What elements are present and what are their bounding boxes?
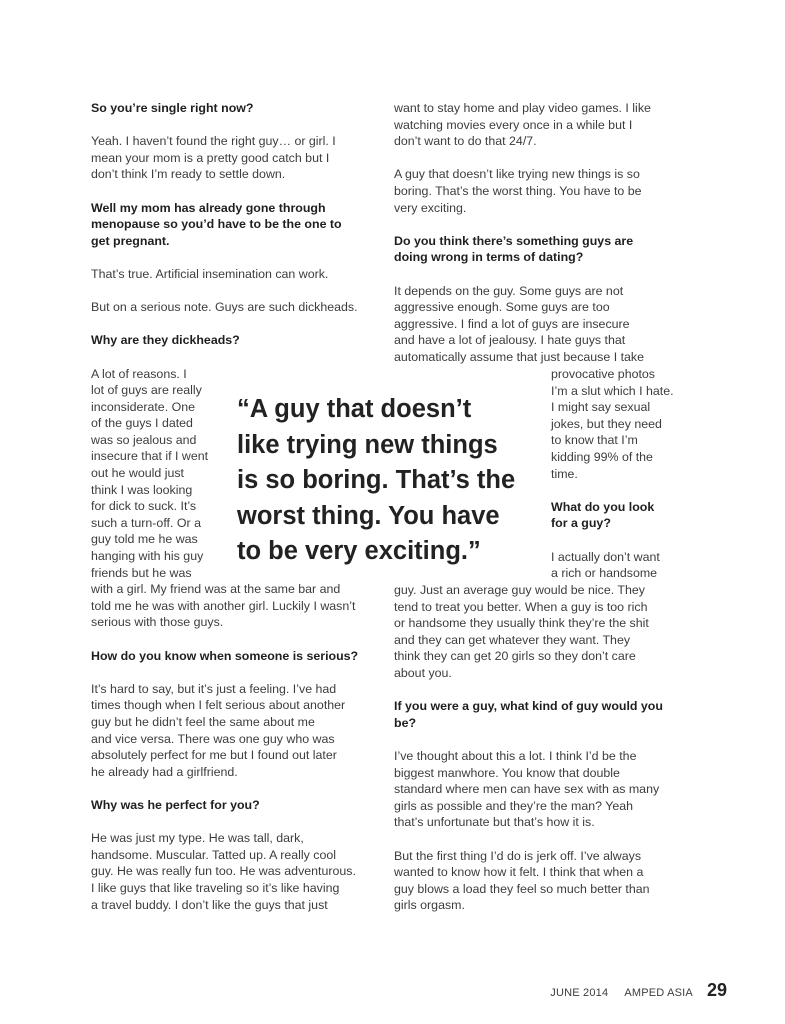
interview-question xyxy=(91,100,391,117)
paragraph-gap xyxy=(394,216,694,233)
text-line: and have a lot of jealousy. I hate guys that xyxy=(394,333,626,348)
text-line: absolutely perfect for me but I found out later xyxy=(91,748,337,763)
text-line: But the first thing I’d do is jerk off. I’ve always xyxy=(394,848,642,863)
text-line: guy told me he was xyxy=(91,532,198,547)
text-line: want to stay home and play video games. I like xyxy=(394,101,651,115)
text-line: and vice versa. There was one guy who was xyxy=(91,731,335,746)
text-line: serious with those guys. xyxy=(91,615,224,630)
paragraph-gap xyxy=(91,283,391,300)
text-line: guy but he didn’t feel the same about me xyxy=(91,714,315,729)
issue-date: JUNE 2014 xyxy=(550,987,609,999)
paragraph-gap xyxy=(394,731,694,748)
text-line: What do you look xyxy=(551,499,655,514)
text-line: a rich or handsome xyxy=(551,566,658,581)
text-line: Yeah. I haven’t found the right guy… or girl. I xyxy=(91,134,336,149)
text-line: provocative photos xyxy=(551,367,656,381)
text-line: I might say sexual xyxy=(551,400,651,415)
page-number: 29 xyxy=(706,980,727,1000)
text-line: to know that I’m xyxy=(551,433,638,448)
text-line: automatically assume that just because I take xyxy=(394,349,645,364)
right-column-bottom xyxy=(394,582,694,914)
text-line: wanted to know how it felt. I think that when a xyxy=(394,865,644,880)
text-line: How do you know when someone is serious? xyxy=(91,648,359,663)
text-line: he already had a girlfriend. xyxy=(91,764,238,779)
pull-quote-line: like trying new things xyxy=(237,430,498,459)
text-line: and they can get whatever they want. They xyxy=(394,632,631,647)
interview-answer xyxy=(394,283,694,366)
paragraph-gap xyxy=(394,266,694,283)
text-line: Why are they dickheads? xyxy=(91,333,240,348)
text-line: menopause so you’d have to be the one to xyxy=(91,217,342,232)
text-line: girls orgasm. xyxy=(394,898,465,913)
paragraph-gap xyxy=(91,249,391,266)
text-line: inconsiderate. One xyxy=(91,399,196,414)
text-line: or handsome they usually think they’re the shit xyxy=(394,616,649,631)
text-line: A lot of reasons. I xyxy=(91,366,187,381)
text-line: friends but he was xyxy=(91,565,192,580)
paragraph-gap xyxy=(91,780,391,797)
paragraph-gap xyxy=(91,117,391,134)
text-line: Do you think there’s something guys are xyxy=(394,233,634,248)
text-line: That’s true. Artificial insemination can work. xyxy=(91,266,329,281)
paragraph-gap xyxy=(394,150,694,167)
text-line: kidding 99% of the xyxy=(551,449,653,464)
text-line: I’m a slut which I hate. xyxy=(551,383,674,398)
paragraph-gap xyxy=(394,831,694,848)
text-line: for dick to suck. It’s xyxy=(91,499,197,514)
text-line: But on a serious note. Guys are such dickheads. xyxy=(91,300,358,315)
paragraph-gap xyxy=(91,814,391,831)
text-line: insecure that if I went xyxy=(91,449,209,464)
text-line: If you were a guy, what kind of guy would you xyxy=(394,699,663,714)
text-line: It’s hard to say, but it’s just a feeling. I’ve had xyxy=(91,681,337,696)
text-line: aggressive. I find a lot of guys are insecure xyxy=(394,316,630,331)
interview-answer xyxy=(394,166,694,216)
pull-quote-line: to be very exciting.” xyxy=(237,537,481,565)
right-column-top xyxy=(394,100,694,366)
text-line: told me he was with another girl. Luckily I wasn’t xyxy=(91,598,356,613)
text-line: boring. That’s the worst thing. You have to be xyxy=(394,183,642,198)
paragraph-gap xyxy=(91,664,391,681)
text-line: aggressive enough. Some guys are too xyxy=(394,300,610,315)
interview-question xyxy=(91,200,391,250)
pull-quote-line: worst thing. You have xyxy=(237,501,500,530)
text-line: with a girl. My friend was at the same bar and xyxy=(91,582,341,597)
text-line: get pregnant. xyxy=(91,233,170,248)
interview-answer xyxy=(394,748,694,831)
text-line: mean your mom is a pretty good catch but I xyxy=(91,150,330,165)
text-line: girls as possible and they’re the man? Yeah xyxy=(394,798,634,813)
text-line: So you’re single right now? xyxy=(91,101,254,115)
text-line: biggest manwhore. You know that double xyxy=(394,765,620,780)
text-line: doing wrong in terms of dating? xyxy=(394,250,584,265)
paragraph-gap xyxy=(394,682,694,699)
text-line: I like guys that like traveling so it’s like having xyxy=(91,880,340,895)
interview-question xyxy=(394,698,694,731)
text-line: I’ve thought about this a lot. I think I’d be the xyxy=(394,748,637,763)
pull-quote-line: is so boring. That’s the xyxy=(237,466,516,494)
text-line: jokes, but they need xyxy=(551,416,662,431)
magazine-name: AMPED ASIA xyxy=(624,987,693,999)
pull-quote xyxy=(237,392,537,570)
text-line: Why was he perfect for you? xyxy=(91,797,260,812)
text-line: such a turn-off. Or a xyxy=(91,515,201,530)
text-line: be? xyxy=(394,715,417,730)
interview-answer xyxy=(91,299,391,316)
text-line: that’s unfortunate but that’s how it is. xyxy=(394,815,595,830)
interview-answer xyxy=(551,549,701,582)
text-line: about you. xyxy=(394,665,452,680)
text-line: very exciting. xyxy=(394,200,467,215)
text-line: a travel buddy. I don’t like the guys that just xyxy=(91,897,328,912)
interview-question xyxy=(394,233,694,266)
text-line: of the guys I dated xyxy=(91,416,193,431)
interview-question xyxy=(91,332,391,349)
text-line: time. xyxy=(551,466,578,481)
text-line: think they can get 20 girls so they don’t care xyxy=(394,649,636,664)
right-column-narrow xyxy=(551,366,701,582)
paragraph-gap xyxy=(91,316,391,333)
paragraph-gap xyxy=(91,349,391,366)
paragraph-gap xyxy=(91,631,391,648)
interview-answer xyxy=(91,266,391,283)
text-line: out he would just xyxy=(91,466,184,481)
interview-answer xyxy=(91,681,391,781)
text-line: A guy that doesn’t like trying new things is so xyxy=(394,167,640,182)
text-line: for a guy? xyxy=(551,516,611,531)
interview-answer xyxy=(394,582,694,682)
interview-answer xyxy=(91,830,391,913)
text-line: was so jealous and xyxy=(91,432,197,447)
text-line: guy. He was really fun too. He was adventurous. xyxy=(91,864,356,879)
text-line: lot of guys are really xyxy=(91,383,202,398)
text-line: guy. Just an average guy would be nice. They xyxy=(394,583,645,597)
text-line: Well my mom has already gone through xyxy=(91,200,326,215)
text-line: He was just my type. He was tall, dark, xyxy=(91,831,304,846)
interview-question xyxy=(551,499,701,532)
text-line: times though when I felt serious about another xyxy=(91,698,346,713)
interview-question xyxy=(91,648,391,665)
text-line: watching movies every once in a while but I xyxy=(394,117,633,132)
text-line: I actually don’t want xyxy=(551,549,660,564)
interview-answer xyxy=(394,100,694,150)
interview-answer xyxy=(91,133,391,183)
text-line: tend to treat you better. When a guy is too rich xyxy=(394,599,648,614)
text-line: hanging with his guy xyxy=(91,549,204,564)
interview-answer xyxy=(551,366,701,482)
interview-question xyxy=(91,797,391,814)
text-line: don’t think I’m ready to settle down. xyxy=(91,167,286,182)
text-line: guy blows a load they feel so much better than xyxy=(394,881,650,896)
text-line: handsome. Muscular. Tatted up. A really cool xyxy=(91,847,336,862)
text-line: think I was looking xyxy=(91,482,193,497)
paragraph-gap xyxy=(551,532,701,549)
text-line: standard where men can have sex with as many xyxy=(394,782,660,797)
paragraph-gap xyxy=(91,183,391,200)
pull-quote-line: “A guy that doesn’t xyxy=(237,395,472,423)
text-line: It depends on the guy. Some guys are not xyxy=(394,283,624,298)
interview-answer xyxy=(394,848,694,914)
page-footer xyxy=(550,980,727,1001)
paragraph-gap xyxy=(551,482,701,499)
text-line: don’t want to do that 24/7. xyxy=(394,134,537,149)
